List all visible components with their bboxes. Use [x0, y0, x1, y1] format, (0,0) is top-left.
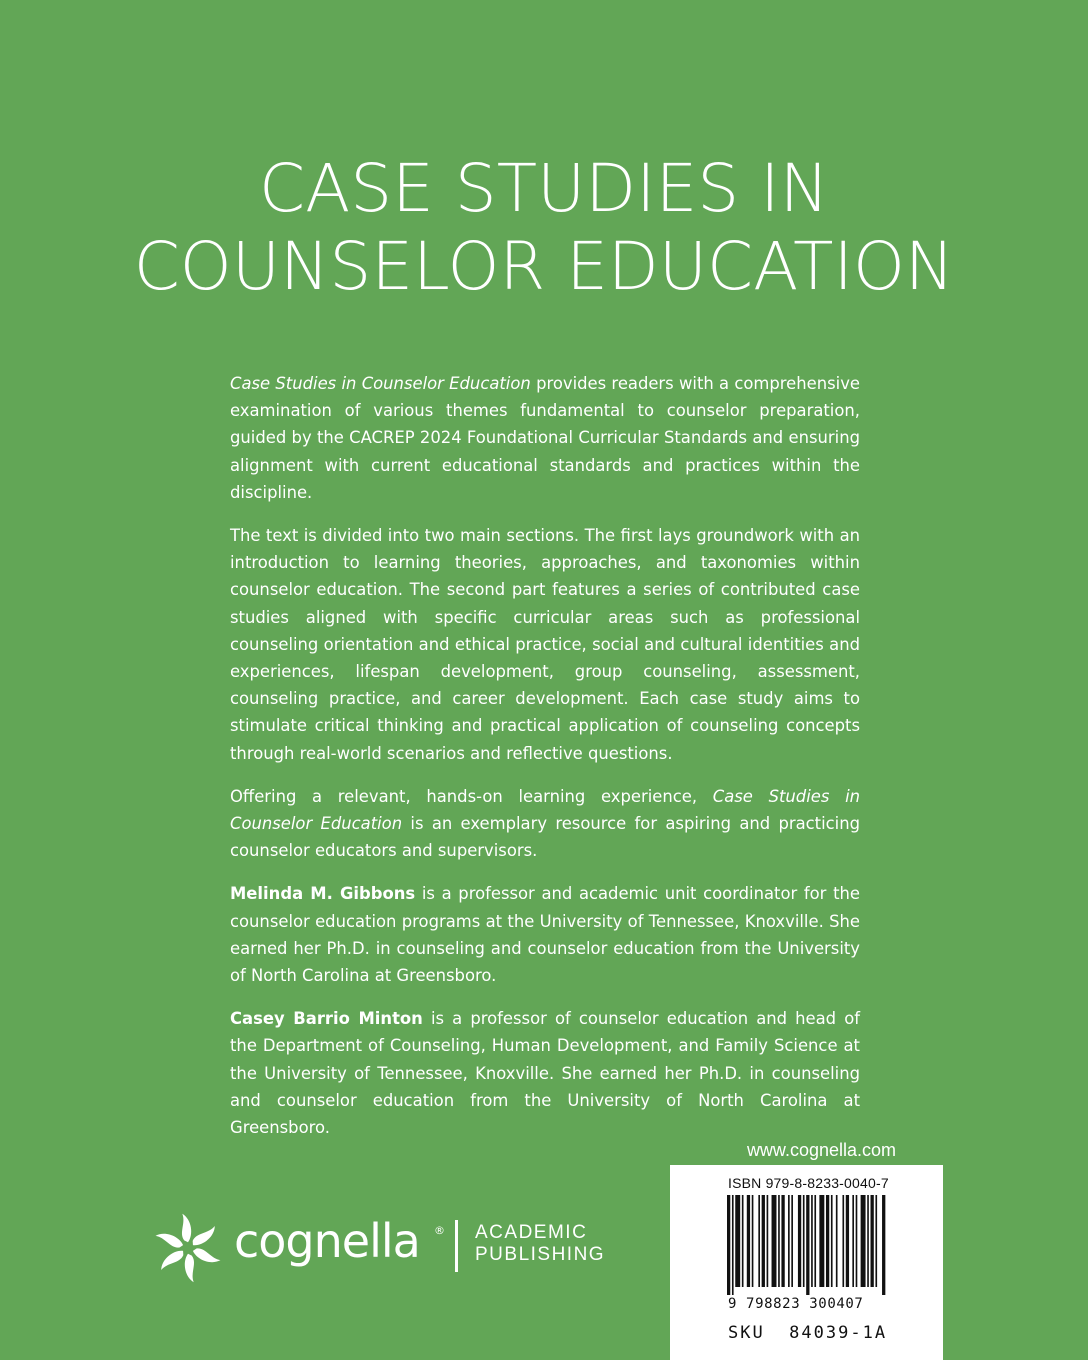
barcode-bar [852, 1195, 854, 1287]
publisher-url[interactable]: www.cognella.com [746, 1140, 896, 1160]
barcode-bar [831, 1195, 833, 1287]
book-title-line2: COUNSELOR EDUCATION [133, 228, 955, 305]
book-title-italic: Case Studies in Counselor Education [230, 786, 861, 834]
barcode-bar [767, 1195, 769, 1287]
barcode-bar [867, 1195, 869, 1287]
barcode-bar [803, 1195, 805, 1287]
barcode-bar [752, 1195, 754, 1287]
barcode-bar [842, 1195, 844, 1287]
cognella-flower-icon [150, 1210, 226, 1286]
barcode-bar [836, 1195, 838, 1287]
author-name: Casey Barrio Minton [230, 1009, 423, 1029]
registered-mark: ® [434, 1224, 445, 1237]
barcode-bar [811, 1195, 813, 1287]
back-cover-copy [230, 370, 860, 1157]
description-paragraph-3 [230, 783, 860, 865]
sku-label: SKU 84039-1A [728, 1323, 888, 1343]
barcode-bar [856, 1195, 858, 1287]
author-bio-text: is a professor and academic unit coordinator for the counselor education programs at the University of Tennessee, Knoxville. She earned her Ph.D. in counseling and counselor education from the University of North Carolina at Greensboro. [230, 884, 860, 986]
barcode-bar [882, 1195, 885, 1295]
barcode-bar [735, 1195, 740, 1287]
description-text: provides readers with a comprehensive examination of various themes fundamental to counselor preparation, guided by the CACREP 2024 Foundational Curricular Standards and ensuring alignment with current educational standards and practices within the discipline. [230, 374, 860, 502]
author-name: Melinda M. Gibbons [230, 884, 416, 904]
barcode-bar [861, 1195, 866, 1287]
barcode-bar [727, 1195, 730, 1295]
book-title [0, 150, 1088, 306]
barcode-digits: 9 798823 300407 [728, 1296, 864, 1312]
barcode-bar [732, 1195, 734, 1295]
description-paragraph-2: The text is divided into two main sections. The first lays groundwork with an introduction to learning theories, approaches, and taxonomies within counselor education. The second part features a series of contributed case studies aligned with specific curricular areas such as professional counseling orientation and ethical practice, social and cultural identities and experiences, lifespan development, group counseling, assessment, counseling practice, and career development. Each case study aims to stimulate critical thinking and practical application of counseling concepts through real-world scenarios and reflective questions. [230, 526, 860, 763]
barcode-bar [814, 1195, 816, 1287]
author-bio-2 [230, 1005, 860, 1141]
barcode-bar [791, 1195, 793, 1287]
author-bio-text: is a professor of counselor education and head of the Department of Counseling, Human Development, and Family Science at the University of Tennessee, Knoxville. She earned her Ph.D. in counseling and counselor education from the University of North Carolina at Greensboro. [230, 1009, 860, 1138]
book-title-line1: CASE STUDIES IN [258, 150, 830, 227]
logo-tagline-line1: ACADEMIC [475, 1222, 588, 1243]
barcode-bar [875, 1195, 877, 1287]
barcode-bar [826, 1195, 829, 1287]
publisher-logo [150, 1210, 610, 1286]
description-paragraph-1 [230, 370, 860, 506]
barcode-box [670, 1165, 943, 1360]
barcode-bar [806, 1195, 809, 1295]
logo-wordmark: cognella [234, 1214, 420, 1268]
barcode-bar [747, 1195, 750, 1287]
author-bio-1 [230, 880, 860, 989]
isbn-label: ISBN 979-8-8233-0040-7 [728, 1175, 889, 1191]
book-title-italic: Case Studies in Counselor Education [230, 374, 531, 393]
barcode-bar [846, 1195, 849, 1287]
description-text: Offering a relevant, hands-on learning experience, [230, 786, 713, 806]
logo-tagline-line2: PUBLISHING [475, 1244, 606, 1265]
barcode-bar [781, 1195, 784, 1287]
barcode-bar [788, 1195, 790, 1287]
barcode-bar [798, 1195, 801, 1287]
logo-divider [455, 1220, 458, 1272]
barcode-bar [778, 1195, 780, 1287]
description-text: is an exemplary resource for aspiring and practicing counselor educators and supervisors. [230, 814, 860, 861]
barcode-bar [871, 1195, 874, 1287]
barcode-bar [758, 1195, 760, 1287]
barcode-bar [742, 1195, 744, 1287]
barcode-bar [762, 1195, 765, 1287]
barcode-bar [772, 1195, 777, 1287]
logo-tagline [475, 1222, 605, 1266]
barcode-icon [727, 1195, 887, 1295]
barcode-bar [819, 1195, 824, 1287]
